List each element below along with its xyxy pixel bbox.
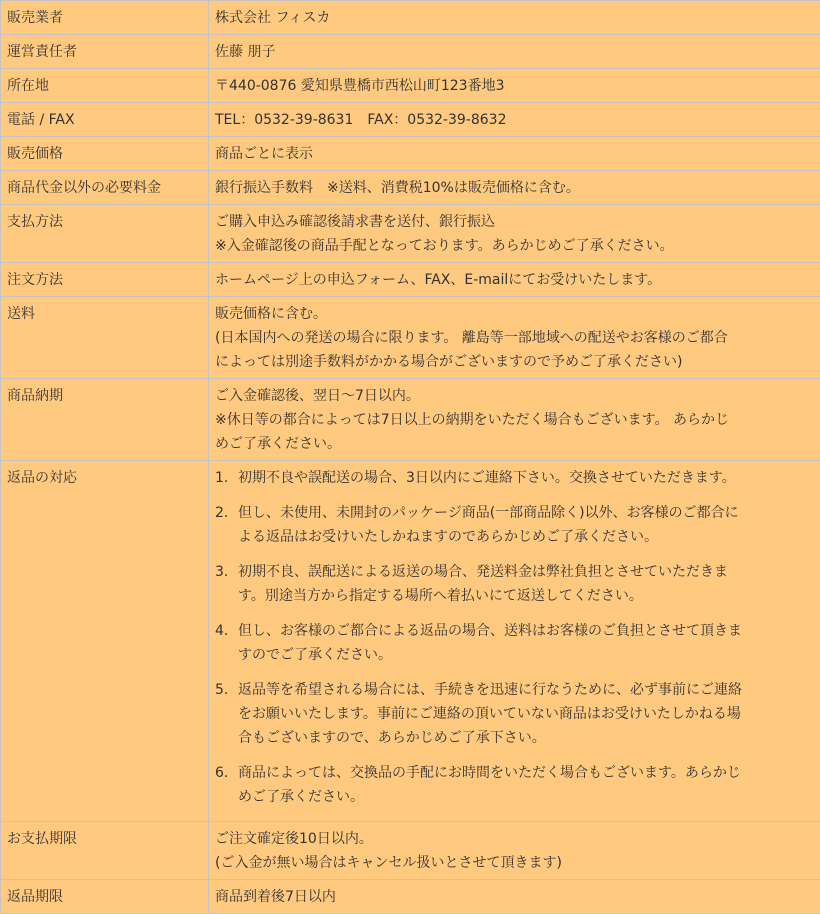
row-price	[1, 137, 820, 171]
returns-item-line: 但し、未使用、未開封のパッケージ商品(一部商品除く)以外、お客様のご都合に	[238, 501, 814, 525]
value-return-deadline	[209, 880, 820, 914]
label-returns: 返品の対応	[1, 461, 209, 822]
returns-item-number: 6.	[215, 761, 228, 785]
returns-item-number: 1.	[215, 466, 228, 490]
label-delivery: 商品納期	[1, 379, 209, 461]
row-order-method	[1, 263, 820, 297]
value-line: ご入金確認後、翌日〜7日以内。	[215, 384, 814, 408]
row-manager	[1, 35, 820, 69]
label-payment-method: 支払方法	[1, 205, 209, 263]
value-payment-method	[209, 205, 820, 263]
value-shipping	[209, 297, 820, 379]
label-order-method: 注文方法	[1, 263, 209, 297]
returns-item-line: 初期不良や誤配送の場合、3日以内にご連絡下さい。交換させていただきます。	[238, 466, 814, 490]
value-seller	[209, 1, 820, 35]
row-returns	[1, 461, 820, 822]
label-seller: 販売業者	[1, 1, 209, 35]
value-line: 株式会社 フィスカ	[215, 6, 814, 30]
value-line: (ご入金が無い場合はキャンセル扱いとさせて頂きます)	[215, 851, 814, 875]
value-line: 商品ごとに表示	[215, 142, 814, 166]
value-phone-fax	[209, 103, 820, 137]
returns-item-line: 合もございますので、あらかじめご了承下さい。	[238, 726, 814, 750]
row-address	[1, 69, 820, 103]
value-manager	[209, 35, 820, 69]
label-price: 販売価格	[1, 137, 209, 171]
returns-item-line: をお願いいたします。事前にご連絡の頂いていない商品はお受けいたしかねる場	[238, 702, 814, 726]
value-order-method	[209, 263, 820, 297]
label-payment-deadline: お支払期限	[1, 822, 209, 880]
value-line: ホームページ上の申込フォーム、FAX、E-mailにてお受けいたします。	[215, 268, 814, 292]
seller-info-body	[1, 1, 820, 914]
row-shipping	[1, 297, 820, 379]
value-delivery	[209, 379, 820, 461]
returns-item-line: めご了承ください。	[238, 785, 814, 809]
row-return-deadline	[1, 880, 820, 914]
value-line: (日本国内への発送の場合に限ります。 離島等一部地域への配送やお客様のご都合	[215, 326, 814, 350]
returns-item-number: 3.	[215, 560, 228, 584]
value-line: ご購入申込み確認後請求書を送付、銀行振込	[215, 210, 814, 234]
value-price	[209, 137, 820, 171]
label-extra-fees: 商品代金以外の必要料金	[1, 171, 209, 205]
value-line: 〒440-0876 愛知県豊橋市西松山町123番地3	[215, 74, 814, 98]
value-line: ※入金確認後の商品手配となっております。あらかじめご了承ください。	[215, 234, 814, 258]
value-line: 商品到着後7日以内	[215, 885, 814, 909]
returns-item-number: 2.	[215, 501, 228, 525]
value-extra-fees	[209, 171, 820, 205]
row-payment-method	[1, 205, 820, 263]
label-address: 所在地	[1, 69, 209, 103]
returns-item-line: 商品によっては、交換品の手配にお時間をいただく場合もございます。あらかじ	[238, 761, 814, 785]
value-line: 販売価格に含む。	[215, 302, 814, 326]
row-seller	[1, 1, 820, 35]
row-delivery	[1, 379, 820, 461]
row-phone-fax	[1, 103, 820, 137]
returns-item	[215, 501, 814, 549]
returns-item	[215, 466, 814, 490]
returns-item	[215, 619, 814, 667]
returns-item-line: 返品等を希望される場合には、手続きを迅速に行なうために、必ず事前にご連絡	[238, 678, 814, 702]
value-address	[209, 69, 820, 103]
returns-item-line: すのでご了承ください。	[238, 643, 814, 667]
value-line: めご了承ください。	[215, 432, 814, 456]
value-returns	[209, 461, 820, 822]
label-manager: 運営責任者	[1, 35, 209, 69]
value-line: 銀行振込手数料 ※送料、消費税10%は販売価格に含む。	[215, 176, 814, 200]
value-line: TEL：0532-39-8631 FAX：0532-39-8632	[215, 108, 814, 132]
label-shipping: 送料	[1, 297, 209, 379]
returns-item-line: よる返品はお受けいたしかねますのであらかじめご了承ください。	[238, 525, 814, 549]
value-line: ※休日等の都合によっては7日以上の納期をいただく場合もございます。 あらかじ	[215, 408, 814, 432]
label-phone-fax: 電話 / FAX	[1, 103, 209, 137]
row-extra-fees	[1, 171, 820, 205]
returns-item	[215, 560, 814, 608]
returns-item-line: 但し、お客様のご都合による返品の場合、送料はお客様のご負担とさせて頂きま	[238, 619, 814, 643]
value-line: ご注文確定後10日以内。	[215, 827, 814, 851]
label-return-deadline: 返品期限	[1, 880, 209, 914]
returns-item	[215, 678, 814, 750]
value-line: によっては別途手数料がかかる場合がございますので予めご了承ください)	[215, 350, 814, 374]
returns-list	[215, 466, 814, 809]
returns-item-line: す。別途当方から指定する場所へ着払いにて返送してください。	[238, 584, 814, 608]
returns-item-line: 初期不良、誤配送による返送の場合、発送料金は弊社負担とさせていただきま	[238, 560, 814, 584]
returns-item-number: 4.	[215, 619, 228, 643]
value-line: 佐藤 朋子	[215, 40, 814, 64]
returns-item	[215, 761, 814, 809]
returns-item-number: 5.	[215, 678, 228, 702]
